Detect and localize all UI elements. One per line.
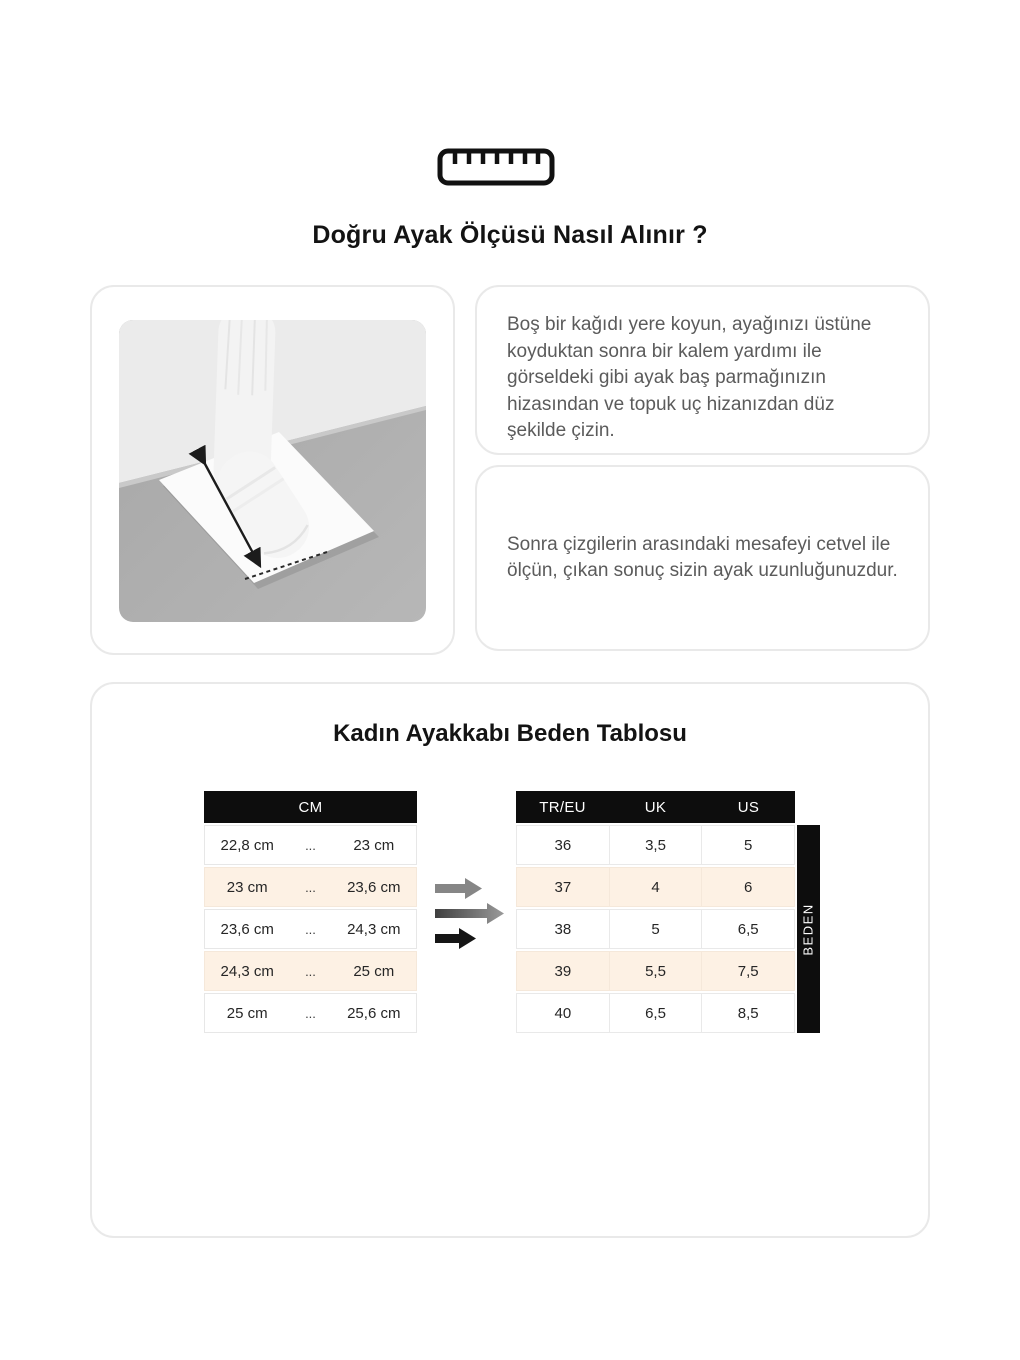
instruction-step2-text: Sonra çizgilerin arasındaki mesafeyi cetvel ile ölçün, çıkan sonuç sizin ayak uzunluğunuzdur. <box>507 533 898 581</box>
size-cell: 4 <box>610 867 703 907</box>
cm-table-row <box>204 993 417 1033</box>
cm-from: 25 cm <box>226 1004 268 1022</box>
cm-from: 23,6 cm <box>220 920 274 938</box>
cm-separator: ... <box>305 963 316 979</box>
cm-table-row <box>204 825 417 865</box>
cm-table-row <box>204 909 417 949</box>
size-table-row <box>516 951 795 991</box>
size-cell: 5 <box>610 909 703 949</box>
cm-table <box>204 791 417 1035</box>
col-header-us: US <box>737 798 760 816</box>
transfer-arrows-icon <box>434 876 510 950</box>
instruction-card-1 <box>475 285 930 455</box>
cm-to: 23 cm <box>353 836 395 854</box>
cm-table-row <box>204 867 417 907</box>
size-cell: 38 <box>516 909 610 949</box>
size-cell: 7,5 <box>702 951 795 991</box>
size-cell: 39 <box>516 951 610 991</box>
cm-from: 22,8 cm <box>220 836 274 854</box>
cm-separator: ... <box>305 1005 316 1021</box>
cm-from: 24,3 cm <box>220 962 274 980</box>
page-title: Doğru Ayak Ölçüsü Nasıl Alınır ? <box>312 221 708 249</box>
size-cell: 40 <box>516 993 610 1033</box>
size-cell: 6,5 <box>610 993 703 1033</box>
instruction-card-2 <box>475 465 930 651</box>
cm-from: 23 cm <box>226 878 268 896</box>
size-cell: 8,5 <box>702 993 795 1033</box>
measurement-photo-card <box>90 285 455 655</box>
col-header-tr-eu: TR/EU <box>539 798 586 816</box>
cm-table-row <box>204 951 417 991</box>
size-table-row <box>516 993 795 1033</box>
instruction-step1-text: Boş bir kağıdı yere koyun, ayağınızı üstüne koyduktan sonra bir kalem yardımı ile görseldeki gibi ayak baş parmağınızın hizasından ve topuk uç hizanızdan düz şekilde çizin. <box>507 314 872 441</box>
cm-to: 25,6 cm <box>347 1004 401 1022</box>
col-header-uk: UK <box>644 798 667 816</box>
cm-to: 25 cm <box>353 962 395 980</box>
size-cell: 6,5 <box>702 909 795 949</box>
size-cell: 5 <box>702 825 795 865</box>
size-table-heading: Kadın Ayakkabı Beden Tablosu <box>333 720 687 747</box>
cm-to: 24,3 cm <box>347 920 401 938</box>
size-table-row <box>516 867 795 907</box>
size-cell: 3,5 <box>610 825 703 865</box>
international-size-table <box>516 791 795 1035</box>
size-cell: 5,5 <box>610 951 703 991</box>
size-table-row <box>516 909 795 949</box>
size-table-card <box>90 682 930 1238</box>
cm-separator: ... <box>305 879 316 895</box>
ruler-icon <box>437 148 555 186</box>
size-table-header-row <box>516 791 795 823</box>
size-table-row <box>516 825 795 865</box>
cm-separator: ... <box>305 837 316 853</box>
beden-label: BEDEN <box>801 902 817 956</box>
size-cell: 6 <box>702 867 795 907</box>
cm-separator: ... <box>305 921 316 937</box>
size-cell: 36 <box>516 825 610 865</box>
size-cell: 37 <box>516 867 610 907</box>
beden-side-bar <box>797 825 820 1033</box>
cm-to: 23,6 cm <box>347 878 401 896</box>
cm-table-header: CM <box>204 791 417 823</box>
foot-measurement-photo <box>119 320 426 622</box>
